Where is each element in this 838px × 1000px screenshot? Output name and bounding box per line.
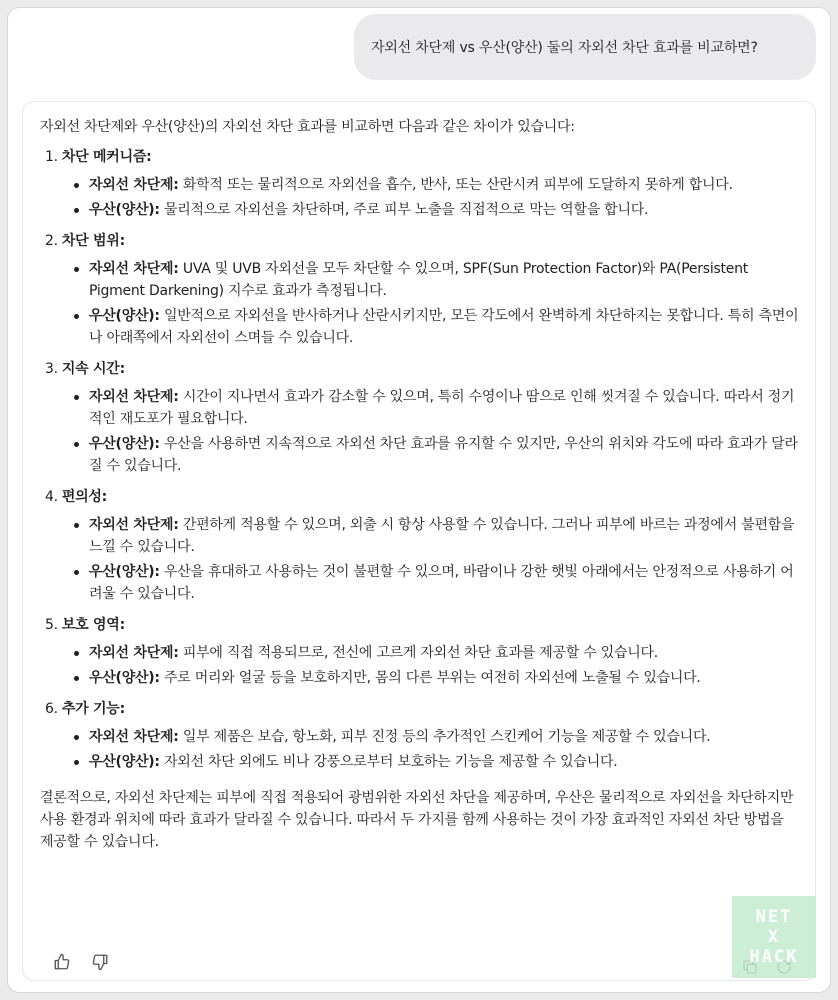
comparison-section <box>45 230 800 349</box>
watermark-logo <box>732 896 816 978</box>
section-number: 2. <box>45 233 58 249</box>
bullet-heading: 우산(양산): <box>89 754 160 770</box>
bullet-text: UVA 및 UVB 자외선을 모두 차단할 수 있으며, SPF(Sun Protection Factor)와 PA(Persistent Pigment Darkening) 지수로 효과가 측정됩니다. <box>89 261 748 299</box>
bullet-text: 시간이 지나면서 효과가 감소할 수 있으며, 특히 수영이나 땀으로 인해 씻겨질 수 있습니다. 따라서 정기적인 재도포가 필요합니다. <box>89 389 795 427</box>
comparison-section <box>45 146 800 221</box>
bullet-text: 화학적 또는 물리적으로 자외선을 흡수, 반사, 또는 산란시켜 피부에 도달하지 못하게 합니다. <box>178 177 733 193</box>
section-heading <box>45 358 800 380</box>
comparison-section <box>45 486 800 605</box>
comparison-section <box>45 358 800 477</box>
bullet-item <box>73 433 800 477</box>
thumbs-up-icon[interactable] <box>53 953 71 971</box>
bullet-text: 피부에 직접 적용되므로, 전신에 고르게 자외선 차단 효과를 제공할 수 있습니다. <box>178 645 658 661</box>
comparison-section <box>45 698 800 773</box>
bullet-heading: 우산(양산): <box>89 436 160 452</box>
section-title: 차단 범위: <box>61 233 125 249</box>
bullet-heading: 자외선 차단제: <box>89 261 179 277</box>
section-title: 편의성: <box>61 489 108 505</box>
response-intro: 자외선 차단제와 우산(양산)의 자외선 차단 효과를 비교하면 다음과 같은 차이가 있습니다: <box>40 119 575 135</box>
section-heading <box>45 698 800 720</box>
section-bullets <box>45 514 800 605</box>
feedback-actions <box>53 953 109 971</box>
assistant-response-content <box>40 116 800 853</box>
bullet-heading: 우산(양산): <box>89 202 160 218</box>
bullet-text: 우산을 사용하면 지속적으로 자외선 차단 효과를 유지할 수 있지만, 우산의 위치와 각도에 따라 효과가 달라질 수 있습니다. <box>89 436 798 474</box>
bullet-heading: 자외선 차단제: <box>89 645 179 661</box>
bullet-text: 일반적으로 자외선을 반사하거나 산란시키지만, 모든 각도에서 완벽하게 차단하지는 못합니다. 특히 측면이나 아래쪽에서 자외선이 스며들 수 있습니다. <box>89 308 799 346</box>
bullet-item <box>73 174 800 196</box>
section-bullets <box>45 258 800 349</box>
watermark-line-2: X <box>767 927 781 947</box>
watermark-line-1: NET <box>755 907 793 927</box>
bullet-item <box>73 386 800 430</box>
user-message-bubble <box>354 14 816 80</box>
watermark-line-3: HACK <box>749 947 799 967</box>
bullet-text: 자외선 차단 외에도 비나 강풍으로부터 보호하는 기능을 제공할 수 있습니다. <box>159 754 618 770</box>
section-number: 4. <box>45 489 58 505</box>
bullet-item <box>73 514 800 558</box>
bullet-item <box>73 726 800 748</box>
section-heading <box>45 486 800 508</box>
bullet-heading: 자외선 차단제: <box>89 517 179 533</box>
section-title: 보호 영역: <box>61 617 125 633</box>
user-message-text: 자외선 차단제 vs 우산(양산) 둘의 자외선 차단 효과를 비교하면? <box>371 40 758 56</box>
bullet-item <box>73 258 800 302</box>
bullet-item <box>73 642 800 664</box>
bullet-heading: 자외선 차단제: <box>89 729 179 745</box>
bullet-heading: 우산(양산): <box>89 564 160 580</box>
section-number: 3. <box>45 361 58 377</box>
bullet-item <box>73 751 800 773</box>
chat-window <box>7 7 831 993</box>
bullet-heading: 자외선 차단제: <box>89 389 179 405</box>
section-heading <box>45 614 800 636</box>
section-bullets <box>45 642 800 689</box>
bullet-text: 우산을 휴대하고 사용하는 것이 불편할 수 있으며, 바람이나 강한 햇빛 아래에서는 안정적으로 사용하기 어려울 수 있습니다. <box>89 564 794 602</box>
bullet-text: 물리적으로 자외선을 차단하며, 주로 피부 노출을 직접적으로 막는 역할을 합니다. <box>159 202 649 218</box>
bullet-heading: 우산(양산): <box>89 308 160 324</box>
comparison-section <box>45 614 800 689</box>
comparison-list <box>40 146 800 773</box>
bullet-item <box>73 199 800 221</box>
bullet-text: 주로 머리와 얼굴 등을 보호하지만, 몸의 다른 부위는 여전히 자외선에 노출될 수 있습니다. <box>159 670 701 686</box>
section-title: 추가 기능: <box>61 701 125 717</box>
bullet-item <box>73 305 800 349</box>
section-number: 6. <box>45 701 58 717</box>
section-number: 1. <box>45 149 58 165</box>
section-bullets <box>45 386 800 477</box>
bullet-item <box>73 561 800 605</box>
section-bullets <box>45 174 800 221</box>
response-conclusion: 결론적으로, 자외선 차단제는 피부에 직접 적용되어 광범위한 자외선 차단을 제공하며, 우산은 물리적으로 자외선을 차단하지만 사용 환경과 위치에 따라 효과가 달라질 수 있습니다. 따라서 두 가지를 함께 사용하는 것이 가장 효과적인 자외선 차단 방법을 제공할 수 있습니다. <box>40 790 794 850</box>
section-title: 차단 메커니즘: <box>61 149 152 165</box>
bullet-heading: 자외선 차단제: <box>89 177 179 193</box>
section-heading <box>45 230 800 252</box>
section-heading <box>45 146 800 168</box>
section-title: 지속 시간: <box>61 361 125 377</box>
bullet-item <box>73 667 800 689</box>
section-number: 5. <box>45 617 58 633</box>
assistant-response-card <box>22 101 816 981</box>
bullet-text: 일부 제품은 보습, 항노화, 피부 진정 등의 추가적인 스킨케어 기능을 제공할 수 있습니다. <box>178 729 711 745</box>
bullet-text: 간편하게 적용할 수 있으며, 외출 시 항상 사용할 수 있습니다. 그러나 피부에 바르는 과정에서 불편함을 느낄 수 있습니다. <box>89 517 795 555</box>
thumbs-down-icon[interactable] <box>91 953 109 971</box>
section-bullets <box>45 726 800 773</box>
bullet-heading: 우산(양산): <box>89 670 160 686</box>
